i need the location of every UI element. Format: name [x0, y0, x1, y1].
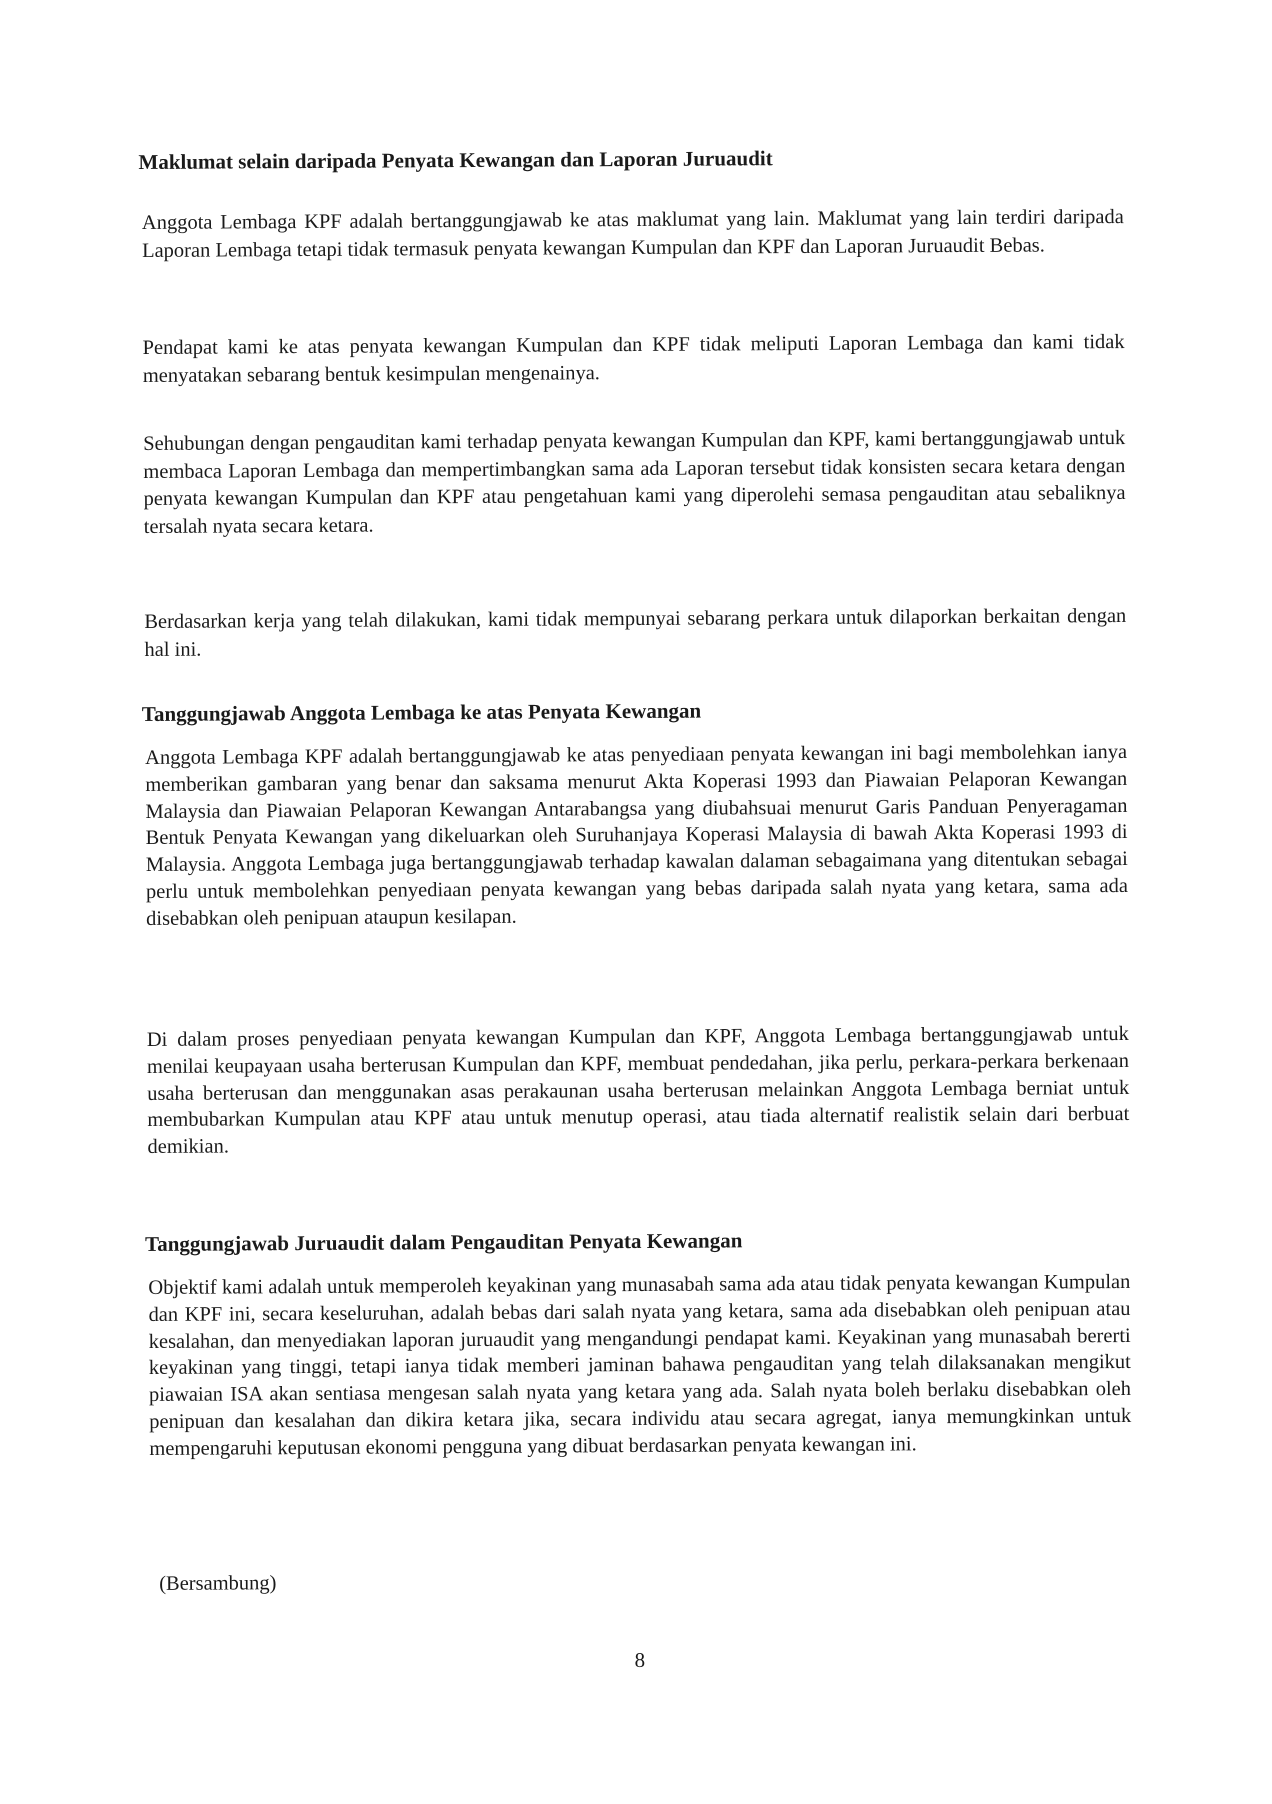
paragraph-nothing-to-report: Berdasarkan kerja yang telah dilakukan, kami tidak mempunyai sebarang perkara untuk dilaporkan berkaitan dengan hal ini.	[144, 605, 1127, 661]
paragraph-opinion-scope: Pendapat kami ke atas penyata kewangan Kumpulan dan KPF tidak meliputi Laporan Lembaga dan kami tidak menyatakan sebarang bentuk kesimpulan mengenainya.	[142, 331, 1125, 387]
section-heading-other-information: Maklumat selain daripada Penyata Kewangan dan Laporan Juruaudit	[138, 146, 773, 175]
paragraph-other-information-responsibility: Anggota Lembaga KPF adalah bertanggungjawab ke atas maklumat yang lain. Maklumat yang lain terdiri daripada Laporan Lembaga tetapi tidak termasuk penyata kewangan Kumpulan dan KPF dan Laporan Juruaudit Bebas.	[141, 206, 1124, 262]
paragraph-audit-reading-obligation: Sehubungan dengan pengauditan kami terhadap penyata kewangan Kumpulan dan KPF, kami bertanggungjawab untuk membaca Laporan Lembaga dan mempertimbangkan sama ada Laporan tersebut tidak konsisten secara ketara dengan penyata kewangan Kumpulan dan KPF atau pengetahuan kami yang diperolehi semasa pengauditan atau sebaliknya tersalah nyata secara ketara.	[143, 427, 1126, 538]
section-heading-auditor-responsibility: Tanggungjawab Juruaudit dalam Pengauditan Penyata Kewangan	[145, 1228, 743, 1257]
paragraph-board-preparation-responsibility: Anggota Lembaga KPF adalah bertanggungjawab ke atas penyediaan penyata kewangan ini bagi membolehkan ianya memberikan gambaran yang benar dan saksama menurut Akta Koperasi 1993 dan Piawaian Pelaporan Kewangan Malaysia dan Piawaian Pelaporan Kewangan Antarabangsa yang diubahsuai menurut Garis Panduan Penyeragaman Bentuk Penyata Kewangan yang dikeluarkan oleh Suruhanjaya Koperasi Malaysia di bawah Akta Koperasi 1993 di Malaysia. Anggota Lembaga juga bertanggungjawab terhadap kawalan dalaman sebagaimana yang ditentukan sebagai perlu untuk membolehkan penyediaan penyata kewangan yang bebas daripada salah nyata yang ketara, sama ada disebabkan oleh penipuan ataupun kesilapan.	[145, 740, 1128, 930]
continued-note: (Bersambung)	[159, 1572, 277, 1595]
page-number: 8	[634, 1647, 646, 1673]
paragraph-going-concern: Di dalam proses penyediaan penyata kewangan Kumpulan dan KPF, Anggota Lembaga bertanggungjawab untuk menilai keupayaan usaha berterusan Kumpulan dan KPF, membuat pendedahan, jika perlu, perkara-perkara berkenaan usaha berterusan dan menggunakan asas perakaunan usaha berterusan melainkan Anggota Lembaga berniat untuk membubarkan Kumpulan atau KPF atau untuk menutup operasi, atau tiada alternatif realistik selain dari berbuat demikian.	[146, 1022, 1130, 1159]
paragraph-audit-objective: Objektif kami adalah untuk memperoleh keyakinan yang munasabah sama ada atau tidak penyata kewangan Kumpulan dan KPF ini, secara keseluruhan, adalah bebas dari salah nyata yang ketara, sama ada disebabkan oleh penipuan atau kesalahan, dan menyediakan laporan juruaudit yang mengandungi pendapat kami. Keyakinan yang munasabah bererti keyakinan yang tinggi, tetapi ianya tidak memberi jaminan bahawa pengauditan yang telah dilaksanakan mengikut piawaian ISA akan sentiasa mengesan salah nyata yang ketara yang ada. Salah nyata boleh berlaku disebabkan oleh penipuan dan kesalahan dan dikira ketara jika, secara individu atau secara agregat, ianya memungkinkan untuk mempengaruhi keputusan ekonomi pengguna yang dibuat berdasarkan penyata kewangan ini.	[148, 1270, 1132, 1460]
section-heading-board-responsibility: Tanggungjawab Anggota Lembaga ke atas Penyata Kewangan	[141, 698, 702, 727]
